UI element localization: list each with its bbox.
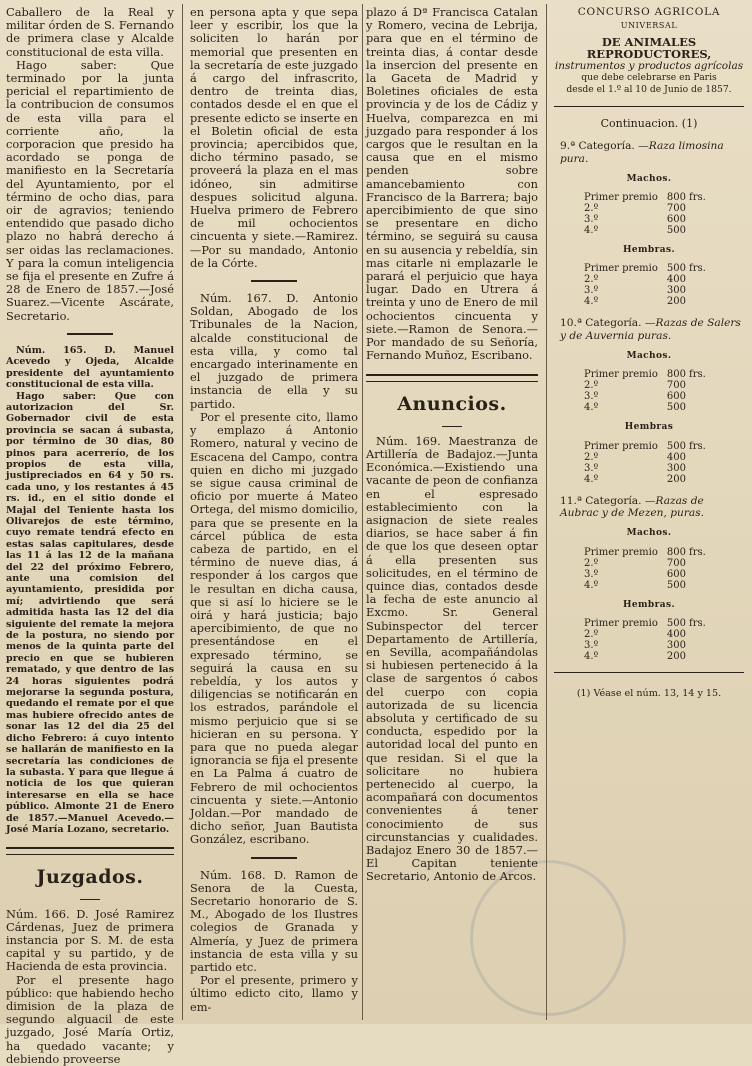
prize-group-label: Machos. [626,528,672,539]
prize-row [584,192,719,203]
prize-row [584,274,719,285]
prize-table [584,618,719,662]
notice-text: Hago saber: Que con autorizacion del Sr. Gobernador civil de esta provincia se sacan á subasta, por término de 30 dias, 80 pinos para acerrerío, de los propios de esta villa, justipreciados en 64 y 50 rs. cada uno, y los restantes á 45 rs. id., en el sitio donde el Majal del Teniente hasta los Olivarejos de este término, cuyo remate tendrá efecto en estas salas capitulares, desde las 11 á las 12 de la mañana del 22 del próximo Febrero, ante una comision del ayuntamiento, presidida por mí; advirtiendo que será admitida hasta las 12 del dia siguiente del remate la mejora de la postura, no siendo por menos de la quinta parte del precio en que se hubieren rematado, y que dentro de las 24 horas siguientes podrá mejorarse la segunda postura, quedando el remate por el que mas hubiere ofrecido antes de sonar las 12 del dia 25 del dicho Febrero: á cuyo intento se hallarán de manifiesto en la secretaría las condiciones de la subasta. Y para que llegue á noticia de los que quieran interesarse en ella se hace público. Almonte 21 de Enero de 1857.—Manuel Acevedo.—José María Lozano, secretario. [6,390,174,835]
prize-unit: frs. [689,263,706,275]
prize-amount: 300 [666,285,686,297]
prize-row [584,640,719,651]
prize-row [584,547,719,558]
prize-group-label: Hembras. [622,599,676,610]
prize-amount: 800 [666,369,686,381]
prize-place: Primer premio [584,440,658,452]
prize-unit [686,569,719,580]
prize-unit [686,629,719,640]
prize-row [584,203,719,214]
prize-row [584,629,719,640]
column-2 [190,6,358,1018]
contest-subject-extra: instrumentos y productos agrícolas [554,60,744,72]
prize-row [584,569,719,580]
prize-amount: 700 [666,203,686,215]
notice-text: Hago saber: Que terminado por la junta pericial el repartimiento de la contribucion de consumos de esta villa para el corriente año, la corporacion que presido ha acordado se ponga de manifiesto en la Secretaría del Ayuntamiento, por el término de ocho dias, para oir de agravios; teniendo entendido que pasado dicho plazo no habrá derecho á ser oidas las reclamaciones. Y para la comun inteligencia se fija el presente en Zufre á 28 de Enero de 1857.—José Suarez.—Vicente Ascárate, Secretario. [6,57,174,323]
prize-unit [686,380,719,391]
prize-row [584,441,719,452]
category-name: —Razas de Salers y de Auvernia puras. [560,317,741,342]
prize-group-label: Hembras. [622,245,676,256]
section-divider [6,847,174,855]
section-title-anuncios: Anuncios. [397,393,507,416]
prize-amount: 500 [666,579,686,591]
prize-row [584,296,719,307]
prize-amount: 500 [666,402,686,414]
prize-amount: 700 [666,557,686,569]
prize-unit [686,402,719,413]
prize-amount: 800 [666,192,686,204]
prize-amount: 400 [666,274,686,286]
prize-row [584,214,719,225]
contest-subject: DE ANIMALES REPRODUCTORES, [586,35,712,61]
prize-row [584,474,719,485]
prize-place: 3.º [584,285,599,297]
prize-place: 2.º [584,380,599,392]
category-name: —Raza limosina pura. [560,140,724,165]
category-heading [554,317,744,342]
column-1 [6,5,174,1066]
prize-place: Primer premio [584,192,658,204]
prize-amount: 500 [666,617,686,629]
notice-text: en persona apta y que sepa leer y escribir, los que la soliciten lo harán por memorial que presenten en la secretaría de este juzgado á cargo del infrascrito, dentro de treinta dias, contados desde el en que el presente edicto se inserte en el Boletin oficial de esta provincia; apercibidos que, dicho término pasado, se proveerá la plaza en el mas idóneo, sin admitirse despues solicitud alguna. Huelva primero de Febrero de mil ochocientos cincuenta y siete.—Ramirez.—Por su mandado, Antonio de la Córte. [190,5,358,270]
prize-table [584,441,719,485]
prize-amount: 400 [666,628,686,640]
prize-place: Primer premio [584,369,658,381]
separator-rule [251,857,297,859]
prize-amount: 400 [666,451,686,463]
prize-unit: frs. [689,369,706,381]
prize-unit [686,580,719,591]
prize-place: 2.º [584,203,599,215]
prize-categories [554,140,744,662]
column-rule [546,4,547,1020]
category-heading [554,495,744,520]
prize-group-label: Machos. [626,174,672,185]
continuation-label: Continuacion. (1) [600,117,698,130]
prize-table [584,192,719,236]
prize-amount: 300 [666,462,686,474]
prize-place: 3.º [584,391,599,403]
category-name: —Razas de Aubrac y de Mezen, puras. [560,494,705,520]
prize-table [584,547,719,591]
prize-row [584,285,719,296]
prize-unit [686,391,719,402]
prize-row [584,391,719,402]
prize-amount: 600 [666,214,686,226]
prize-row [584,402,719,413]
notice-text: Por el presente hago público: que habiendo hecho dimision de la plaza de segundo alguacil de este juzgado, José María Ortiz, ha quedado vacante; y debiendo proveerse [6,972,174,1066]
separator-rule [80,899,100,900]
prize-place: 4.º [584,650,599,662]
prize-amount: 300 [666,639,686,651]
prize-amount: 500 [666,225,686,237]
prize-unit: frs. [689,617,706,629]
notice-text: Caballero de la Real y militar órden de S. Fernando de primera clase y Alcalde constitucional de esta villa. [6,5,174,59]
prize-row [584,369,719,380]
prize-place: 2.º [584,274,599,286]
prize-place: Primer premio [584,546,658,558]
separator-rule [67,333,113,335]
column-rule [362,4,363,1020]
section-divider [366,374,538,382]
prize-amount: 200 [666,296,686,308]
prize-unit: frs. [689,546,706,558]
prize-place: 2.º [584,451,599,463]
prize-unit [686,474,719,485]
notice-heading: Núm. 168. D. Ramon de Senora de la Cuesta, Secretario honorario de S. M., Abogado de los Ilustres colegios de Granada y Almería, y Juez de primera instancia de esta villa y su partido etc. [190,867,358,975]
prize-amount: 500 [666,263,686,275]
prize-unit [686,640,719,651]
prize-unit: frs. [689,440,706,452]
footnote: (1) Véase el núm. 13, 14 y 15. [576,687,722,699]
category-number: 10.ª Categoría. [560,317,642,330]
contest-place: que debe celebrarse en Paris [581,72,717,83]
column-4 [554,6,744,1018]
notice-heading: Núm. 167. D. Antonio Soldan, Abogado de los Tribunales de la Nacion, alcalde constitucional de esta villa, y como tal encargado interinamente en el juzgado de primera instancia de ella y su partido. [190,291,358,411]
notice-heading: Núm. 165. D. Manuel Acevedo y Ojeda, Alcalde presidente del ayuntamiento constitucional de esta villa. [6,344,174,391]
prize-group-label: Machos. [626,351,672,362]
prize-table [584,263,719,307]
separator-rule [251,280,297,282]
prize-place: 3.º [584,462,599,474]
prize-amount: 200 [666,473,686,485]
prize-unit [686,296,719,307]
prize-place: 4.º [584,473,599,485]
prize-place: Primer premio [584,617,658,629]
prize-place: 3.º [584,568,599,580]
prize-row [584,651,719,662]
prize-amount: 500 [666,440,686,452]
notice-text: plazo á Dª Francisca Catalan y Romero, vecina de Lebrija, para que en el término de treinta dias, á contar desde la insercion del presente en la Gaceta de Madrid y Boletines oficiales de esta provincia y de los de Cádiz y Huelva, comparezca en mi juzgado para responder á los cargos que le resultan en la causa que en el mismo penden sobre amancebamiento con Francisco de la Barrera; bajo apercibimiento de que sino se presentare en dicho término, se seguirá su causa en su ausencia y rebeldía, sin mas citarle ni emplazarle le parará el perjuicio que haya lugar. Dado en Utrera á treinta y uno de Enero de mil ochocientos cincuenta y siete.—Ramon de Senora.—Por mandado de su Señoría, Fernando Muñoz, Escribano. [366,5,538,363]
prize-amount: 700 [666,380,686,392]
prize-place: 4.º [584,402,599,414]
prize-row [584,618,719,629]
notice-text: Por el presente cito, llamo y emplazo á Antonio Romero, natural y vecino de Escacena del Campo, contra quien en dicho mi juzgado se sigue causa criminal de oficio por muerte á Mateo Ortega, del mismo domicilio, para que se presente en la cárcel pública de esta cabeza de partido, en el término de nueve dias, á responder á los cargos que le resultan en dicha causa, que si así lo hiciere se le oirá y hará justicia; bajo apercibimiento, de que no presentándose en el expresado término, se seguirá la causa en su rebeldía, y los autos y diligencias se notificarán en los estrados, parándole el mismo perjuicio que si se hicieran en su persona. Y para que no pueda alegar ignorancia se fija el presente en La Palma á cuatro de Febrero de mil ochocientos cincuenta y siete.—Antonio Joldan.—Por mandado de dicho señor, Juan Bautista González, escribano. [190,409,358,847]
prize-place: 4.º [584,225,599,237]
prize-place: 4.º [584,579,599,591]
category-heading [554,140,744,165]
contest-subtitle: UNIVERSAL [620,21,678,30]
prize-row [584,558,719,569]
prize-place: 3.º [584,214,599,226]
prize-row [584,380,719,391]
prize-unit [686,274,719,285]
prize-amount: 600 [666,568,686,580]
prize-unit [686,285,719,296]
column-3 [366,6,538,1018]
prize-place: 2.º [584,557,599,569]
prize-unit [686,225,719,236]
section-title-juzgados: Juzgados. [36,866,144,889]
prize-unit [686,558,719,569]
category-number: 11.ª Categoría. [560,494,642,507]
prize-unit [686,214,719,225]
prize-amount: 800 [666,546,686,558]
prize-place: 3.º [584,639,599,651]
separator-rule [442,426,462,427]
prize-row [584,452,719,463]
contest-title: CONCURSO AGRICOLA [577,6,721,18]
notice-text: Núm. 169. Maestranza de Artillería de Badajoz.—Junta Económica.—Existiendo una vacante de peon de confianza en el espresado establecimiento con la asignacion de siete reales diarios, se hace saber á fin de que los que deseen optar á ella presenten sus solicitudes, en el término de quince dias, contados desde la fecha de este anuncio al Excmo. Sr. General Subinspector del tercer Departamento de Artillería, en Sevilla, acompañándolas si hubiesen pertenecido á la clase de sargentos ó cabos del cuerpo con copia autorizada de su licencia absoluta y certificado de su conducta, espedido por la autoridad local del punto en que residan. Si el que la solicitare no hubiera pertenecido al cuerpo, la acompañará con documentos convenientes á tener conocimiento de sus circunstancias y cualidades. Badajoz Enero 30 de 1857.—El Capitan teniente Secretario, Antonio de Arcos. [366,433,538,884]
separator-rule [554,106,744,107]
prize-table [584,369,719,413]
prize-unit: frs. [689,192,706,204]
separator-rule [554,672,744,673]
prize-place: 2.º [584,628,599,640]
prize-unit [686,452,719,463]
prize-place: Primer premio [584,263,658,275]
prize-unit [686,651,719,662]
prize-row [584,225,719,236]
prize-amount: 600 [666,391,686,403]
contest-dates: desde el 1.º al 10 de Junio de 1857. [566,84,732,95]
prize-group-label: Hembras [624,422,674,433]
notice-text: Por el presente, primero y último edicto cito, llamo y em- [190,973,358,1014]
prize-unit [686,203,719,214]
prize-row [584,580,719,591]
column-rule [182,4,183,1020]
prize-amount: 200 [666,650,686,662]
contest-header [554,6,744,96]
prize-unit [686,463,719,474]
notice-heading: Núm. 166. D. José Ramirez Cárdenas, Juez de primera instancia por S. M. de esta capital y su partido, y de Hacienda de esta provincia. [6,906,174,974]
prize-row [584,463,719,474]
category-number: 9.ª Categoría. [560,140,635,153]
prize-place: 4.º [584,296,599,308]
prize-row [584,263,719,274]
